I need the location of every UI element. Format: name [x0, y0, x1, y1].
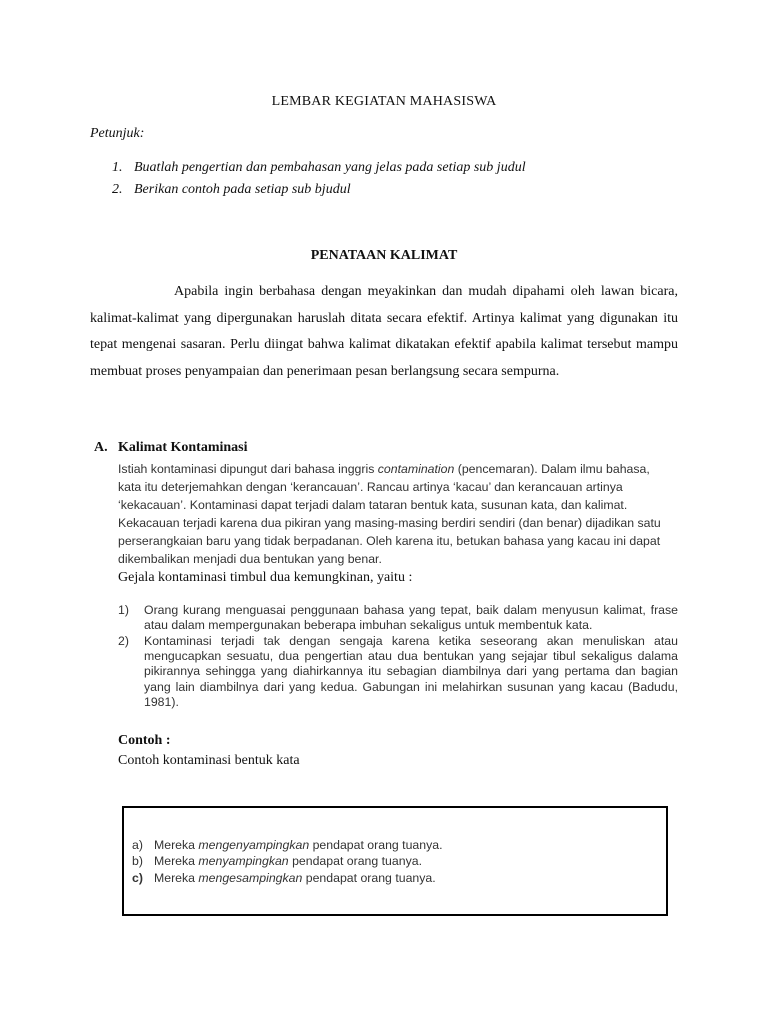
cause-item [118, 603, 678, 633]
subsection-title: Kalimat Kontaminasi [118, 440, 248, 455]
example-item [132, 871, 436, 885]
subsection-letter: A. [94, 440, 108, 455]
intro-paragraph [90, 279, 678, 385]
instruction-item [112, 182, 351, 198]
instruction-text: Berikan contoh pada setiap sub bjudul [134, 182, 351, 197]
cause-number: 2) [118, 634, 129, 648]
cause-item [118, 634, 678, 710]
example-label: c) [132, 871, 143, 885]
example-text: Mereka [154, 854, 199, 868]
example-text: pendapat orang tuanya. [288, 854, 422, 868]
section-title: PENATAAN KALIMAT [310, 248, 458, 263]
example-italic-word: menyampingkan [198, 854, 289, 868]
example-text: Mereka [154, 871, 199, 885]
document-title: LEMBAR KEGIATAN MAHASISWA [271, 94, 497, 109]
example-italic-word: mengenyampingkan [198, 838, 310, 852]
example-item [132, 838, 443, 852]
gejala-sentence: Gejala kontaminasi timbul dua kemungkinan, yaitu : [118, 570, 413, 585]
example-label: b) [132, 854, 143, 868]
instruction-text: Buatlah pengertian dan pembahasan yang jelas pada setiap sub judul [134, 160, 526, 175]
example-text: pendapat orang tuanya. [309, 838, 443, 852]
instruction-number: 1. [112, 160, 123, 175]
example-heading: Contoh : [118, 733, 171, 748]
cause-text: Orang kurang menguasai penggunaan bahasa yang tepat, baik dalam menyusun kalimat, frase atau dalam mempergunakan beberapa imbuhan sekaligus untuk membentuk kata. [144, 603, 678, 633]
example-text: pendapat orang tuanya. [302, 871, 436, 885]
definition-text: (pencemaran). Dalam ilmu bahasa, kata itu deterjemahkan dengan ‘kerancauan’. Rancau artinya ‘kacau’ dan kerancauan artinya ‘kekacauan’. Kontaminasi dapat terjadi dalam tataran bentuk kata, susunan kata, dan kalimat. Kekacauan terjadi karena dua pikiran yang masing-masing berdiri sendiri (dan benar) dijadikan satu perserangkaian baru yang tidak berpadanan. Oleh karena itu, betukan bahasa yang kacau ini dapat dikembalikan menjadi dua bentukan yang benar. [118, 462, 661, 566]
definition-italic-term: contamination [377, 462, 455, 476]
definition-text: Istiah kontaminasi dipungut dari bahasa inggris [118, 462, 378, 476]
instructions-label: Petunjuk: [90, 126, 145, 141]
example-label: a) [132, 838, 143, 852]
cause-number: 1) [118, 603, 129, 617]
example-item [132, 854, 422, 868]
cause-text: Kontaminasi terjadi tak dengan sengaja karena ketika seseorang akan menuliskan atau mengucapkan sesuatu, dua pengertian atau dua bentukan yang sejajar tibul sekaligus dalama pikirannya sehingga yang diahirkannya itu sebagian diambilnya dari yang pertama dan bagian yang lain diambilnya dari yang kedua. Gabungan ini melahirkan susunan yang kacau (Badudu, 1981). [144, 634, 678, 709]
intro-text: Apabila ingin berbahasa dengan meyakinkan dan mudah dipahami oleh lawan bicara, kalimat-kalimat yang dipergunakan haruslah ditata secara efektif. Artinya kalimat yang digunakan itu tepat mengenai sasaran. Perlu diingat bahwa kalimat dikatakan efektif apabila kalimat tersebut mampu membuat proses penyampaian dan penerimaan pesan berlangsung secara sempurna. [90, 284, 678, 379]
subsection-heading [94, 440, 248, 456]
example-text: Mereka [154, 838, 199, 852]
definition-paragraph [118, 460, 668, 568]
instruction-number: 2. [112, 182, 123, 197]
example-italic-word: mengesampingkan [198, 871, 303, 885]
instruction-item [112, 160, 526, 176]
example-subheading: Contoh kontaminasi bentuk kata [118, 753, 300, 768]
